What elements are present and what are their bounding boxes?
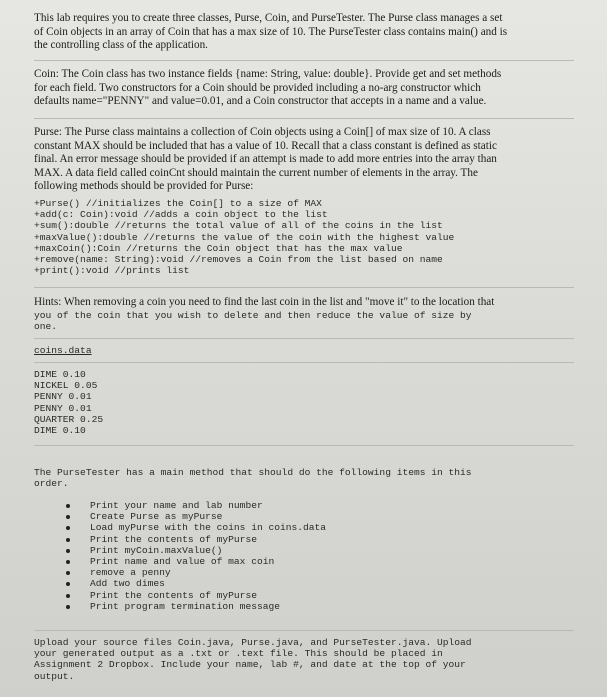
bullet-icon [66,504,70,508]
coin-line: for each field. Two constructors for a Coin should be provided including a no-arg constructor which [34,81,481,94]
purse-line: constant MAX should be included that has a value of 10. Recall that a class constant is defined as static [34,139,497,152]
method-item: +maxCoin():Coin //returns the Coin object that has the max value [34,242,403,254]
upload-line: your generated output as a .txt or .text file. This should be placed in [34,648,443,660]
method-item: +Purse() //initializes the Coin[] to a size of MAX [34,198,322,209]
method-item: +sum():double //returns the total value of all of the coins in the list [34,220,443,232]
purse-line: following methods should be provided for Purse: [34,180,254,193]
purse-line: Purse: The Purse class maintains a collection of Coin objects using a Coin[] of max size of 10. A class [34,126,491,138]
tester-item: Print name and value of max coin [90,556,570,567]
coins-entries [34,369,574,436]
tester-item: Print program termination message [90,601,570,612]
method-item: +print():void //prints list [34,265,190,277]
coin-entry: DIME 0.10 [34,425,86,437]
purse-paragraph [34,126,574,194]
method-item: +remove(name: String):void //removes a Coin from the list based on name [34,254,443,266]
intro-line: the controlling class of the application. [34,39,208,52]
coin-entry: DIME 0.10 [34,369,86,380]
intro-paragraph [34,12,574,53]
divider [34,338,574,339]
hints-line: you of the coin that you wish to delete and then reduce the value of size by [34,309,472,321]
coin-paragraph [34,68,574,109]
upload-line: Upload your source files Coin.java, Purse.java, and PurseTester.java. Upload [34,637,472,648]
coin-line: defaults name="PENNY" and value=0.01, and a Coin constructor that accepts in a name and a value. [34,95,487,108]
intro-line: of Coin objects in an array of Coin that has a max size of 10. The PurseTester class contains main() and is [34,25,508,38]
tester-items [90,500,570,612]
hints-paragraph [34,296,574,332]
divider [34,630,574,631]
bullet-icon [66,560,70,564]
bullet-icon [66,605,70,609]
bullet-icon [66,571,70,575]
method-item: +add(c: Coin):void //adds a coin object to the list [34,209,328,221]
bullet-icon [66,526,70,530]
coins-data-block [34,345,574,356]
purse-line: final. An error message should be provided if an attempt is made to add more entries into the array than [34,153,497,166]
tester-item: Create Purse as myPurse [90,511,570,522]
coin-line: Coin: The Coin class has two instance fields {name: String, value: double}. Provide get and set methods [34,68,502,80]
divider [34,60,574,61]
tester-intro [34,467,574,489]
tester-intro-line: The PurseTester has a main method that should do the following items in this [34,467,472,478]
coins-file-title: coins.data [34,345,92,356]
bullet-icon [66,549,70,553]
bullet-icon [66,515,70,519]
coin-entry: NICKEL 0.05 [34,380,98,392]
divider [34,445,574,446]
tester-item-list [90,500,570,612]
tester-intro-line: order. [34,478,69,490]
tester-item: Print the contents of myPurse [90,534,570,545]
tester-item: remove a penny [90,567,570,578]
method-item: +maxValue():double //returns the value of the coin with the highest value [34,231,455,243]
bullet-icon [66,538,70,542]
methods-list [34,198,574,276]
hints-line: Hints: When removing a coin you need to find the last coin in the list and "move it" to the location that [34,296,495,308]
upload-paragraph [34,637,574,682]
divider [34,287,574,288]
divider [34,362,574,363]
bullet-icon [66,594,70,598]
coin-entry: QUARTER 0.25 [34,413,104,425]
intro-line: This lab requires you to create three classes, Purse, Coin, and PurseTester. The Purse class manages a set [34,12,503,24]
divider [34,118,574,119]
purse-line: MAX. A data field called coinCnt should maintain the current number of elements in the array. The [34,166,478,179]
tester-item: Print myCoin.maxValue() [90,545,570,556]
bullet-icon [66,582,70,586]
tester-item: Print the contents of myPurse [90,590,570,601]
tester-item: Load myPurse with the coins in coins.data [90,522,570,533]
upload-line: Assignment 2 Dropbox. Include your name, lab #, and date at the top of your [34,659,466,671]
coin-entry: PENNY 0.01 [34,402,92,414]
tester-item: Add two dimes [90,578,570,589]
tester-item: Print your name and lab number [90,500,570,511]
coin-entry: PENNY 0.01 [34,391,92,403]
upload-line: output. [34,670,75,682]
hints-line: one. [34,320,58,332]
